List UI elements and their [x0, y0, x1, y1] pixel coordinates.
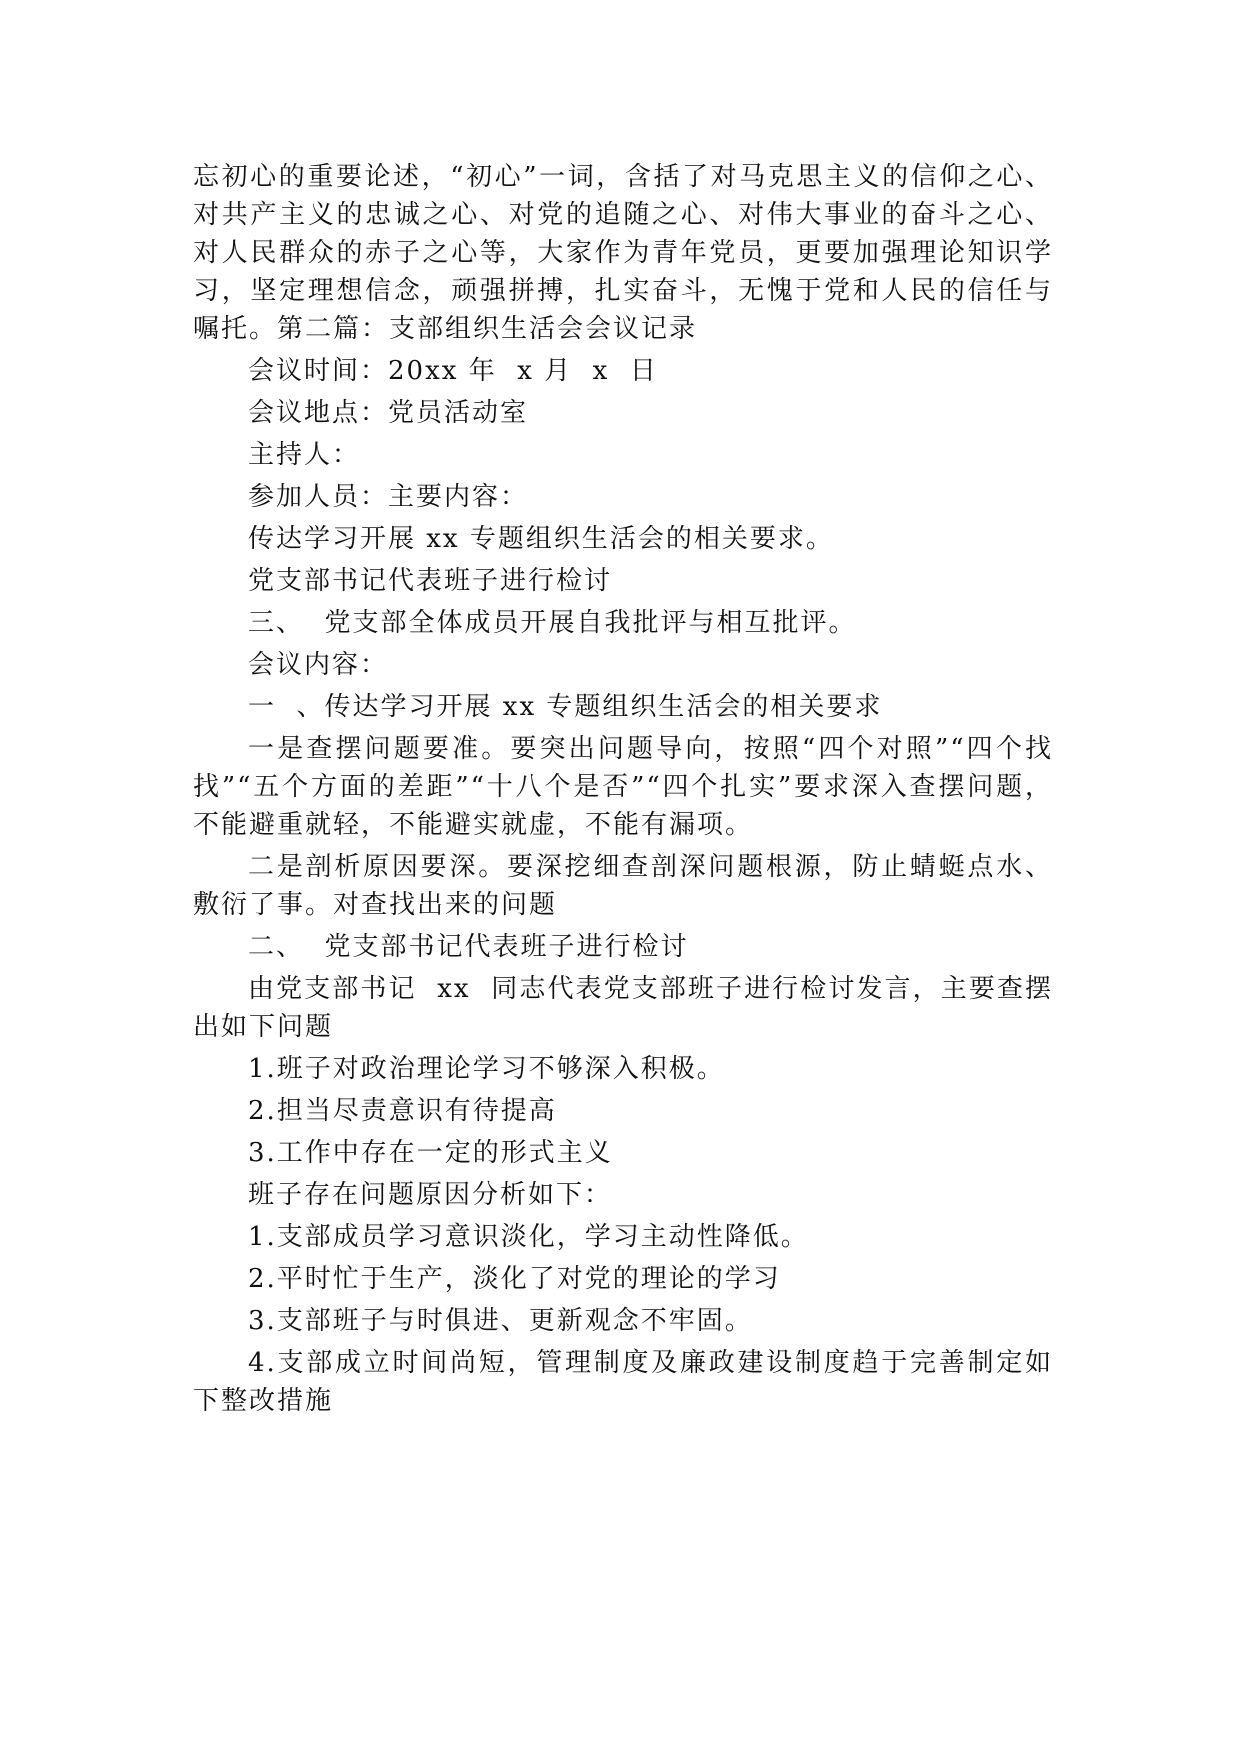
- list-item: 3.支部班子与时俱进、更新观念不牢固。: [248, 1306, 753, 1336]
- cause-analysis-heading: 班子存在问题原因分析如下：: [248, 1180, 613, 1210]
- paragraph-point-2: 二是剖析原因要深。要深挖细查剖深问题根源，防止蜻蜓点水、敷衍了事。对查找出来的问题: [193, 852, 1053, 920]
- agenda-item-1: 传达学习开展 xx 专题组织生活会的相关要求。: [248, 524, 834, 554]
- list-item: 3.工作中存在一定的形式主义: [248, 1138, 613, 1168]
- list-item: 2.平时忙于生产，淡化了对党的理论的学习: [248, 1264, 781, 1294]
- meeting-attendees: 参加人员：主要内容：: [248, 482, 529, 512]
- document-body: [193, 158, 1053, 1420]
- meeting-host: 主持人：: [248, 440, 361, 470]
- paragraph-intro: 忘初心的重要论述，“初心”一词，含括了对马克思主义的信仰之心、对共产主义的忠诚之心、对党的追随之心、对伟大事业的奋斗之心、对人民群众的赤子之心等，大家作为青年党员，更要加强理论知识学习，坚定理想信念，顽强拼搏，扎实奋斗，无愧于党和人民的信任与嘱托。第二篇：支部组织生活会会议记录: [193, 162, 1053, 344]
- list-item: 1.班子对政治理论学习不够深入积极。: [248, 1054, 725, 1084]
- paragraph-point-1: 一是查摆问题要准。要突出问题导向，按照“四个对照”“四个找找”“五个方面的差距”“十八个是否”“四个扎实”要求深入查摆问题，不能避重就轻，不能避实就虚，不能有漏项。: [193, 734, 1053, 840]
- section-heading-1: 一 、传达学习开展 xx 专题组织生活会的相关要求: [248, 692, 883, 722]
- section-heading-2: 二、 党支部书记代表班子进行检讨: [248, 932, 689, 962]
- agenda-item-3: 三、 党支部全体成员开展自我批评与相互批评。: [248, 608, 857, 638]
- meeting-content-heading: 会议内容：: [248, 650, 389, 680]
- meeting-location: 会议地点：党员活动室: [248, 398, 529, 428]
- agenda-item-2: 党支部书记代表班子进行检讨: [248, 566, 613, 596]
- meeting-time: 会议时间：20xx 年 x 月 x 日: [248, 356, 658, 386]
- paragraph-review: 由党支部书记 xx 同志代表党支部班子进行检讨发言，主要查摆出如下问题: [193, 974, 1053, 1042]
- list-item: 2.担当尽责意识有待提高: [248, 1096, 557, 1126]
- list-item: 4.支部成立时间尚短，管理制度及廉政建设制度趋于完善制定如下整改措施: [193, 1348, 1053, 1416]
- list-item: 1.支部成员学习意识淡化，学习主动性降低。: [248, 1222, 809, 1252]
